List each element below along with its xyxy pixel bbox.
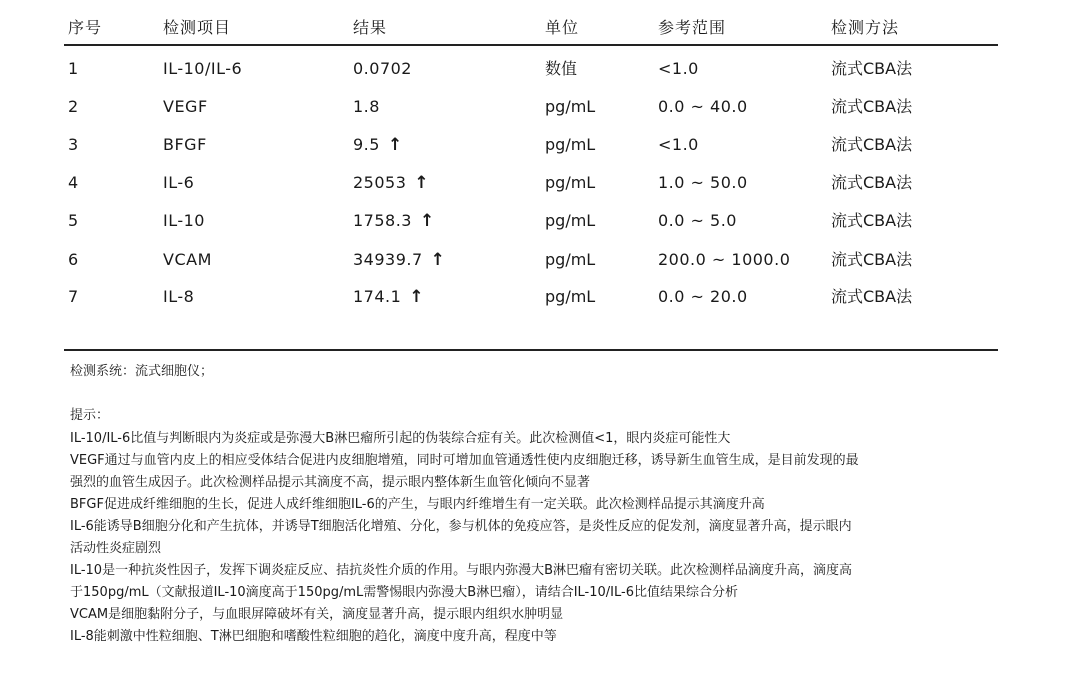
row-range: 200.0 ~ 1000.0 xyxy=(658,250,791,269)
hint-line: 强烈的血管生成因子。此次检测样品提示其滴度不高，提示眼内整体新生血管化倾向不显著 xyxy=(70,475,591,490)
header-method: 检测方法 xyxy=(831,18,900,37)
row-unit: pg/mL xyxy=(545,135,596,154)
row-result: 1.8 xyxy=(353,97,380,116)
header-range: 参考范围 xyxy=(658,18,727,37)
row-result: 1758.3 ↑ xyxy=(353,211,435,231)
row-range: 0.0 ~ 5.0 xyxy=(658,211,737,230)
row-result: 0.0702 xyxy=(353,59,412,78)
hint-paragraphs xyxy=(70,428,995,648)
row-method: 流式CBA法 xyxy=(831,211,913,230)
row-result: 25053 ↑ xyxy=(353,173,430,193)
table-row xyxy=(0,287,1080,317)
row-item: BFGF xyxy=(163,135,207,154)
header-result: 结果 xyxy=(353,18,388,37)
row-method: 流式CBA法 xyxy=(831,250,913,269)
high-arrow-icon: ↑ xyxy=(387,135,403,155)
table-row xyxy=(0,173,1080,203)
header-unit: 单位 xyxy=(545,18,580,37)
row-range: 0.0 ~ 20.0 xyxy=(658,287,748,306)
hint-line: VEGF通过与血管内皮上的相应受体结合促进内皮细胞增殖，同时可增加血管通透性使内皮细胞迁移，诱导新生血管生成，是目前发现的最 xyxy=(70,453,859,468)
header-no: 序号 xyxy=(68,18,103,37)
row-range: <1.0 xyxy=(658,135,699,154)
row-result: 9.5 ↑ xyxy=(353,135,403,155)
table-row xyxy=(0,59,1080,89)
row-no: 2 xyxy=(68,97,79,116)
high-arrow-icon: ↑ xyxy=(419,211,435,231)
hint-line: IL-10是一种抗炎性因子，发挥下调炎症反应、拮抗炎性介质的作用。与眼内弥漫大B淋巴瘤有密切关联。此次检测样品滴度升高，滴度高 xyxy=(70,563,853,578)
high-arrow-icon: ↑ xyxy=(414,173,430,193)
row-item: IL-10 xyxy=(163,211,205,230)
hint-line: IL-8能刺激中性粒细胞、T淋巴细胞和嗜酸性粒细胞的趋化，滴度中度升高，程度中等 xyxy=(70,629,557,644)
row-method: 流式CBA法 xyxy=(831,59,913,78)
row-unit: pg/mL xyxy=(545,173,596,192)
hint-heading: 提示： xyxy=(70,408,110,423)
row-item: VCAM xyxy=(163,250,212,269)
row-no: 5 xyxy=(68,211,79,230)
row-range: 1.0 ~ 50.0 xyxy=(658,173,748,192)
table-row xyxy=(0,135,1080,165)
row-item: IL-8 xyxy=(163,287,195,306)
row-item: IL-10/IL-6 xyxy=(163,59,243,78)
high-arrow-icon: ↑ xyxy=(430,250,446,270)
detection-system-note: 检测系统：流式细胞仪； xyxy=(70,364,214,379)
row-no: 3 xyxy=(68,135,79,154)
row-unit: pg/mL xyxy=(545,287,596,306)
header-item: 检测项目 xyxy=(163,18,232,37)
row-range: 0.0 ~ 40.0 xyxy=(658,97,748,116)
row-no: 6 xyxy=(68,250,79,269)
row-method: 流式CBA法 xyxy=(831,97,913,116)
row-method: 流式CBA法 xyxy=(831,173,913,192)
row-item: VEGF xyxy=(163,97,208,116)
hint-line: 活动性炎症剧烈 xyxy=(70,541,162,556)
row-unit: 数值 xyxy=(545,59,578,78)
row-no: 1 xyxy=(68,59,79,78)
hint-line: 于150pg/mL（文献报道IL-10滴度高于150pg/mL需警惕眼内弥漫大B淋巴瘤），请结合IL-10/IL-6比值结果综合分析 xyxy=(70,585,738,600)
table-row xyxy=(0,211,1080,241)
row-range: <1.0 xyxy=(658,59,699,78)
high-arrow-icon: ↑ xyxy=(409,287,425,307)
row-method: 流式CBA法 xyxy=(831,135,913,154)
table-bottom-divider xyxy=(64,349,998,351)
header-divider xyxy=(64,44,998,46)
row-method: 流式CBA法 xyxy=(831,287,913,306)
table-row xyxy=(0,250,1080,280)
hint-line: VCAM是细胞黏附分子，与血眼屏障破坏有关，滴度显著升高，提示眼内组织水肿明显 xyxy=(70,607,564,622)
row-result: 34939.7 ↑ xyxy=(353,250,446,270)
hint-line: IL-6能诱导B细胞分化和产生抗体，并诱导T细胞活化增殖、分化，参与机体的免疫应答，是炎性反应的促发剂，滴度显著升高，提示眼内 xyxy=(70,519,852,534)
row-no: 7 xyxy=(68,287,79,306)
row-item: IL-6 xyxy=(163,173,195,192)
row-no: 4 xyxy=(68,173,79,192)
table-row xyxy=(0,97,1080,127)
row-unit: pg/mL xyxy=(545,250,596,269)
row-unit: pg/mL xyxy=(545,97,596,116)
row-result: 174.1 ↑ xyxy=(353,287,425,307)
row-unit: pg/mL xyxy=(545,211,596,230)
hint-line: IL-10/IL-6比值与判断眼内为炎症或是弥漫大B淋巴瘤所引起的伪装综合症有关。此次检测值<1，眼内炎症可能性大 xyxy=(70,431,731,446)
hint-line: BFGF促进成纤维细胞的生长，促进人成纤维细胞IL-6的产生，与眼内纤维增生有一定关联。此次检测样品提示其滴度升高 xyxy=(70,497,765,512)
